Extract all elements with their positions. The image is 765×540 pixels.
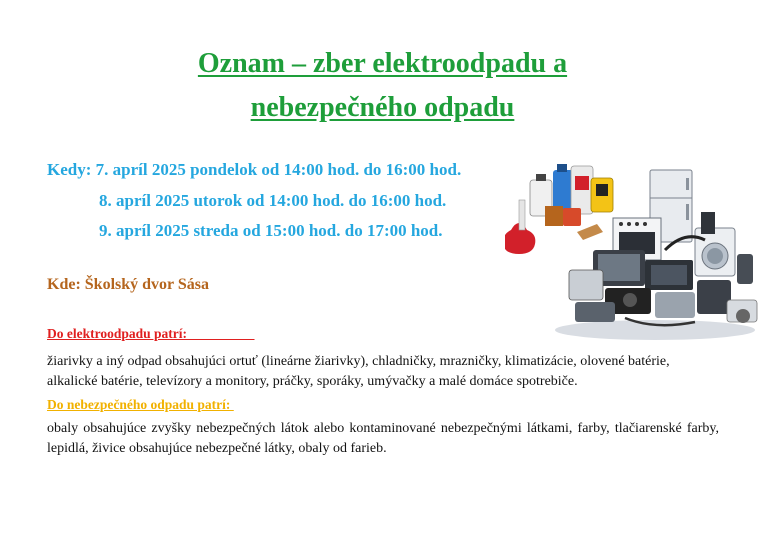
- chemical-bottles-icon: [505, 164, 613, 254]
- schedule-line-3: 9. apríl 2025 streda od 15:00 hod. do 17:00 hod.: [99, 221, 443, 240]
- electro-waste-heading: Do elektroodpadu patrí:: [47, 326, 255, 341]
- hazardous-waste-text: obaly obsahujúce zvyšky nebezpečných látok alebo kontaminované nebezpečnými látkami, farby, tlačiarenské farby, lepidlá, živice obsahujúce nebezpečné látky, obaly od farieb.: [47, 421, 719, 456]
- notice-title-line2: nebezpečného odpadu: [250, 92, 515, 123]
- hazardous-waste-heading: Do nebezpečného odpadu patrí:: [47, 397, 234, 412]
- location-text: Kde: Školský dvor Sása: [47, 276, 209, 293]
- notice-title-line1: Oznam – zber elektroodpadu a: [197, 48, 568, 79]
- electro-waste-text: žiarivky a iný odpad obsahujúci ortuť (lineárne žiarivky), chladničky, mrazničky, klimatizácie, olovené batérie, alkalické batérie, televízory a monitory, práčky, sporáky, umývačky a malé domáce spotrebiče.: [47, 354, 670, 389]
- schedule-line-1: Kedy: 7. apríl 2025 pondelok od 14:00 hod. do 16:00 hod.: [47, 160, 462, 179]
- schedule-line-2: 8. apríl 2025 utorok od 14:00 hod. do 16:00 hod.: [99, 191, 447, 210]
- washing-machine-icon: [695, 228, 735, 276]
- electronic-waste-pile-icon: [505, 150, 760, 345]
